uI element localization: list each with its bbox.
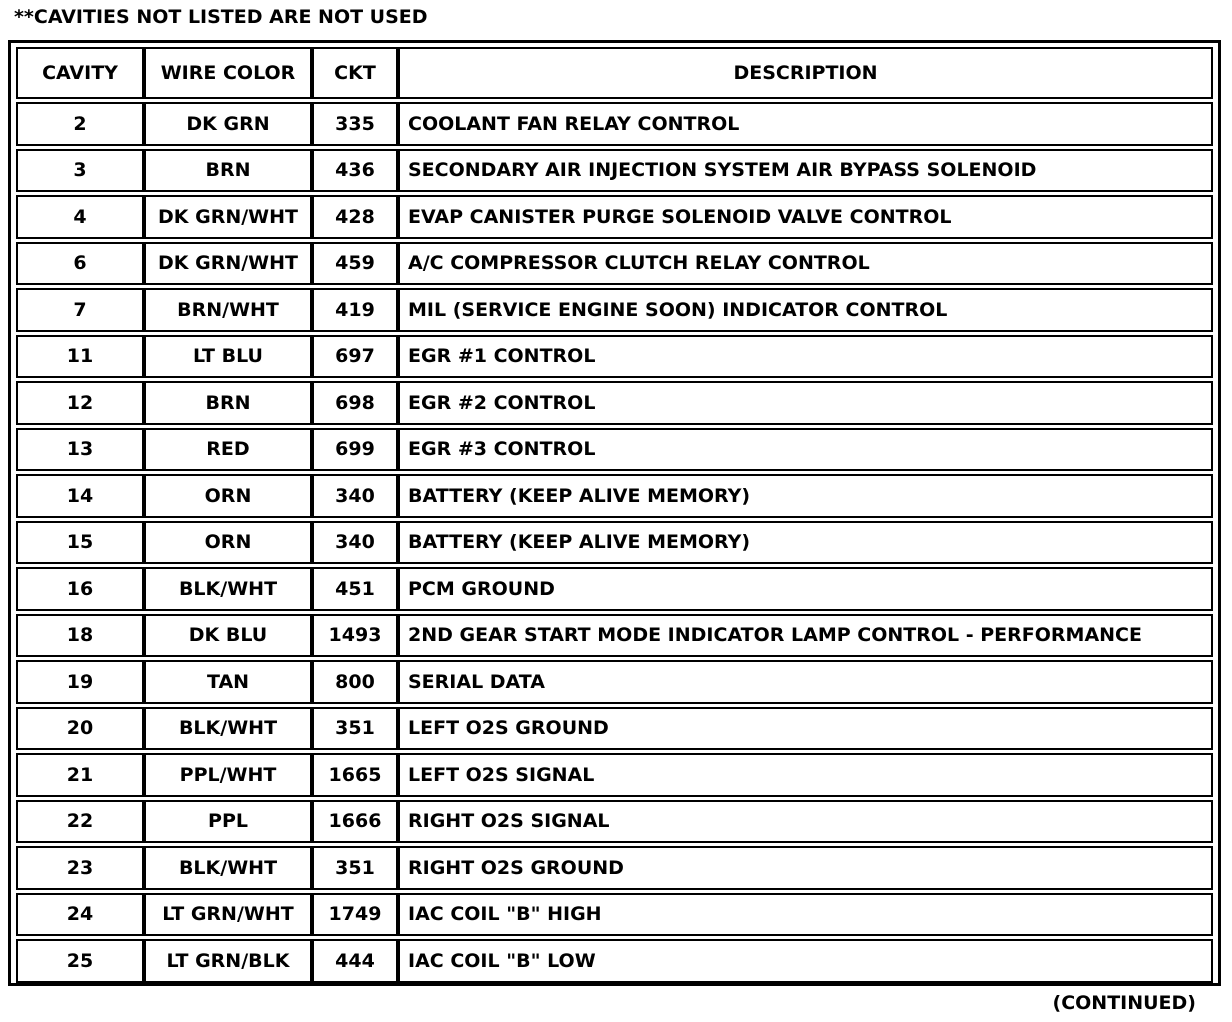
cell-cavity: 15	[16, 521, 144, 565]
table-header-row	[16, 47, 1213, 99]
table-row	[16, 846, 1213, 890]
cell-cavity: 18	[16, 614, 144, 658]
cell-wire-color: RED	[144, 428, 312, 472]
cell-ckt: 800	[312, 660, 398, 704]
cell-ckt: 697	[312, 335, 398, 379]
cell-ckt: 1493	[312, 614, 398, 658]
table-row	[16, 939, 1213, 983]
cell-wire-color: DK GRN/WHT	[144, 195, 312, 239]
cell-cavity: 12	[16, 381, 144, 425]
cell-description: PCM GROUND	[398, 567, 1213, 611]
header-cavity: CAVITY	[16, 47, 144, 99]
table-row	[16, 288, 1213, 332]
cell-description: COOLANT FAN RELAY CONTROL	[398, 102, 1213, 146]
table-row	[16, 381, 1213, 425]
table-row	[16, 149, 1213, 193]
cell-wire-color: BRN	[144, 149, 312, 193]
cell-ckt: 428	[312, 195, 398, 239]
table-row	[16, 335, 1213, 379]
table-row	[16, 102, 1213, 146]
cell-wire-color: PPL	[144, 800, 312, 844]
table-row	[16, 660, 1213, 704]
cell-description: LEFT O2S SIGNAL	[398, 753, 1213, 797]
cell-wire-color: DK GRN/WHT	[144, 242, 312, 286]
cell-ckt: 1749	[312, 893, 398, 937]
cell-ckt: 340	[312, 521, 398, 565]
cell-ckt: 1666	[312, 800, 398, 844]
cell-description: BATTERY (KEEP ALIVE MEMORY)	[398, 521, 1213, 565]
cell-wire-color: BLK/WHT	[144, 707, 312, 751]
cell-cavity: 21	[16, 753, 144, 797]
table-row	[16, 428, 1213, 472]
cell-wire-color: ORN	[144, 521, 312, 565]
cell-wire-color: LT BLU	[144, 335, 312, 379]
cell-ckt: 351	[312, 707, 398, 751]
table-row	[16, 614, 1213, 658]
table-row	[16, 753, 1213, 797]
cell-ckt: 459	[312, 242, 398, 286]
cell-description: RIGHT O2S SIGNAL	[398, 800, 1213, 844]
cell-ckt: 698	[312, 381, 398, 425]
cell-ckt: 340	[312, 474, 398, 518]
cell-wire-color: LT GRN/BLK	[144, 939, 312, 983]
cell-cavity: 2	[16, 102, 144, 146]
cell-cavity: 22	[16, 800, 144, 844]
cell-description: EGR #2 CONTROL	[398, 381, 1213, 425]
table-row	[16, 567, 1213, 611]
cell-description: SECONDARY AIR INJECTION SYSTEM AIR BYPASS SOLENOID	[398, 149, 1213, 193]
cavities-note: **CAVITIES NOT LISTED ARE NOT USED	[14, 6, 428, 28]
table-row	[16, 242, 1213, 286]
cell-description: RIGHT O2S GROUND	[398, 846, 1213, 890]
cell-description: EGR #1 CONTROL	[398, 335, 1213, 379]
cell-ckt: 699	[312, 428, 398, 472]
cell-cavity: 4	[16, 195, 144, 239]
cell-wire-color: ORN	[144, 474, 312, 518]
connector-table	[16, 44, 1213, 986]
cell-cavity: 11	[16, 335, 144, 379]
header-wire-color: WIRE COLOR	[144, 47, 312, 99]
table-row	[16, 800, 1213, 844]
cell-description: BATTERY (KEEP ALIVE MEMORY)	[398, 474, 1213, 518]
cell-ckt: 444	[312, 939, 398, 983]
table-row	[16, 707, 1213, 751]
cell-description: MIL (SERVICE ENGINE SOON) INDICATOR CONTROL	[398, 288, 1213, 332]
cell-cavity: 16	[16, 567, 144, 611]
cell-wire-color: BLK/WHT	[144, 567, 312, 611]
connector-table-frame	[8, 40, 1221, 986]
table-row	[16, 521, 1213, 565]
cell-cavity: 7	[16, 288, 144, 332]
cell-ckt: 451	[312, 567, 398, 611]
cell-cavity: 25	[16, 939, 144, 983]
cell-description: 2ND GEAR START MODE INDICATOR LAMP CONTROL - PERFORMANCE	[398, 614, 1213, 658]
cell-description: A/C COMPRESSOR CLUTCH RELAY CONTROL	[398, 242, 1213, 286]
cell-wire-color: BRN	[144, 381, 312, 425]
table-row	[16, 195, 1213, 239]
cell-description: EVAP CANISTER PURGE SOLENOID VALVE CONTROL	[398, 195, 1213, 239]
cell-description: IAC COIL "B" LOW	[398, 939, 1213, 983]
table-row	[16, 893, 1213, 937]
cell-ckt: 419	[312, 288, 398, 332]
cell-cavity: 6	[16, 242, 144, 286]
continued-label: (CONTINUED)	[1052, 992, 1196, 1014]
cell-description: IAC COIL "B" HIGH	[398, 893, 1213, 937]
cell-cavity: 14	[16, 474, 144, 518]
cell-ckt: 351	[312, 846, 398, 890]
cell-wire-color: DK GRN	[144, 102, 312, 146]
cell-wire-color: BRN/WHT	[144, 288, 312, 332]
cell-wire-color: TAN	[144, 660, 312, 704]
header-ckt: CKT	[312, 47, 398, 99]
cell-cavity: 3	[16, 149, 144, 193]
cell-cavity: 24	[16, 893, 144, 937]
header-description: DESCRIPTION	[398, 47, 1213, 99]
cell-ckt: 335	[312, 102, 398, 146]
cell-description: SERIAL DATA	[398, 660, 1213, 704]
cell-wire-color: LT GRN/WHT	[144, 893, 312, 937]
cell-ckt: 1665	[312, 753, 398, 797]
table-row	[16, 474, 1213, 518]
cell-cavity: 19	[16, 660, 144, 704]
cell-description: EGR #3 CONTROL	[398, 428, 1213, 472]
cell-wire-color: BLK/WHT	[144, 846, 312, 890]
cell-wire-color: DK BLU	[144, 614, 312, 658]
cell-ckt: 436	[312, 149, 398, 193]
cell-description: LEFT O2S GROUND	[398, 707, 1213, 751]
cell-cavity: 20	[16, 707, 144, 751]
cell-wire-color: PPL/WHT	[144, 753, 312, 797]
cell-cavity: 13	[16, 428, 144, 472]
cell-cavity: 23	[16, 846, 144, 890]
